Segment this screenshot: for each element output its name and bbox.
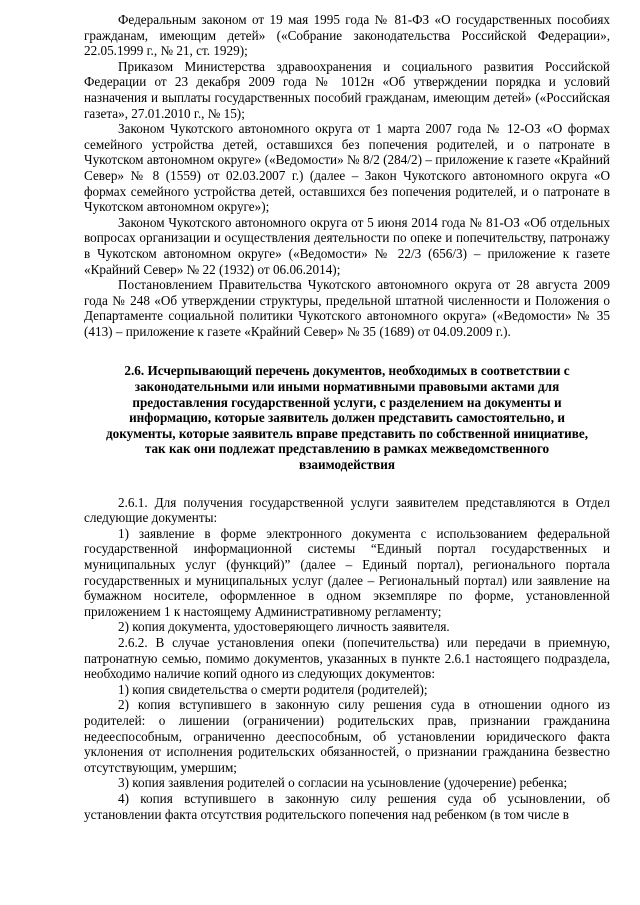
heading-line: предоставления государственной услуги, с разделением на документы и <box>132 394 562 410</box>
body-paragraph: 2) копия вступившего в законную силу решения суда в отношении одного из родителей: о лишении (ограничении) родительских прав, признании гражданина недееспособным, ограниченно дееспособным, об установлении юридического факта уклонения от исполнения родительских обязанностей, о признании гражданина безвестно отсутствующим, умершим; <box>84 697 610 775</box>
body-paragraph: 2.6.1. Для получения государственной услуги заявителем представляются в Отдел следующие документы: <box>84 494 610 526</box>
legal-basis-list <box>84 12 610 339</box>
body-paragraph: 2) копия документа, удостоверяющего личность заявителя. <box>118 619 450 635</box>
law-paragraph: Законом Чукотского автономного округа от 1 марта 2007 года № 12-ОЗ «О формах семейного устройства детей, оставшихся без попечения родителей, и о патронате в Чукотском автономном округе» («Ведомости» № 8/2 (284/2) – приложение к газете «Крайний Север» № 8 (1559) от 02.03.2007 г.) (далее – Закон Чукотского автономного округа «О формах семейного устройства детей, оставшихся без попечения родителей, и о патронате в Чукотском автономном округе»); <box>84 121 610 215</box>
law-paragraph: Постановлением Правительства Чукотского автономного округа от 28 августа 2009 года № 248 «Об утверждении структуры, предельной штатной численности и Положения о Департаменте социальной политики Чукотского автономного округа» («Ведомости» № 35 (413) – приложение к газете «Крайний Север» № 35 (1689) от 04.09.2009 г.). <box>84 277 610 339</box>
heading-line: 2.6. Исчерпывающий перечень документов, необходимых в соответствии с <box>124 363 570 379</box>
body-paragraph: 2.6.2. В случае установления опеки (попечительства) или передачи в приемную, патронатную семью, помимо документов, указанных в пункте 2.6.1 настоящего подраздела, необходимо наличие копий одного из следующих документов: <box>84 634 610 682</box>
law-paragraph: Законом Чукотского автономного округа от 5 июня 2014 года № 81-ОЗ «Об отдельных вопросах организации и осуществления деятельности по опеке и попечительству, патронажу в Чукотском автономном округе» («Ведомости» № 22/3 (656/3) – приложение к газете «Крайний Север» № 22 (1932) от 06.06.2014); <box>84 214 610 277</box>
heading-line: информацию, которые заявитель должен представить самостоятельно, и <box>129 410 565 426</box>
law-paragraph: Приказом Министерства здравоохранения и социального развития Российской Федерации от 23 декабря 2009 года № 1012н «Об утверждении порядка и условий назначения и выплаты государственных пособий гражданам, имеющим детей» («Российская газета», 27.01.2010 г., № 15); <box>84 58 610 121</box>
section-heading <box>84 363 610 472</box>
section-body <box>84 495 610 822</box>
body-paragraph: 1) заявление в форме электронного документа с использованием федеральной государственной информационной системы “Единый портал государственных и муниципальных услуг (функций)” (далее – Единый портал), регионального портала государственных и муниципальных услуг (далее – Региональный портал) или заявление на бумажном носителе, оформленное в одном экземпляре по форме, установленной приложением 1 к настоящему Административному регламенту; <box>84 525 610 619</box>
law-paragraph: Федеральным законом от 19 мая 1995 года № 81-ФЗ «О государственных пособиях гражданам, имеющим детей» («Собрание законодательства Российской Федерации», 22.05.1999 г., № 21, ст. 1929); <box>84 12 610 59</box>
body-paragraph: 3) копия заявления родителей о согласии на усыновление (удочерение) ребенка; <box>118 775 568 791</box>
heading-line: документы, которые заявитель вправе представить по собственной инициативе, <box>105 425 589 441</box>
heading-line: законодательными или иными нормативными правовыми актами для <box>134 379 560 395</box>
body-paragraph: 1) копия свидетельства о смерти родителя (родителей); <box>118 681 428 697</box>
body-paragraph: 4) копия вступившего в законную силу решения суда об усыновлении, об установлении факта отсутствия родительского попечения над ребенком (в том числе в <box>84 790 610 822</box>
heading-line: взаимодействия <box>299 457 395 473</box>
heading-line: так как они подлежат представлению в рамках межведомственного <box>144 441 550 457</box>
